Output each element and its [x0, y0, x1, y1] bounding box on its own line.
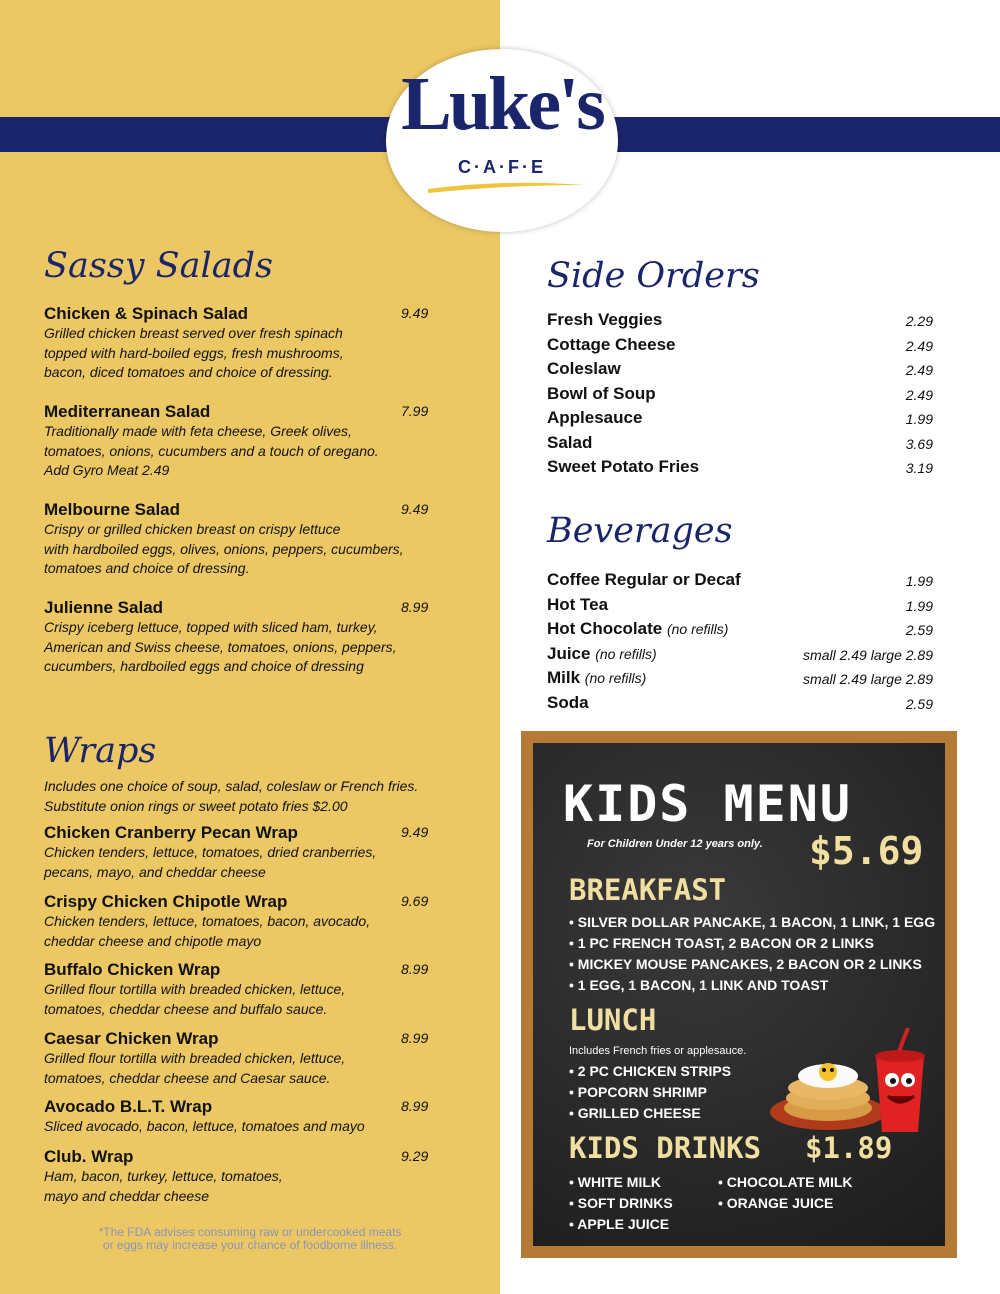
kids-lunch-note: Includes French fries or applesauce.	[569, 1045, 747, 1057]
logo-swoosh	[426, 177, 586, 197]
wrap-price: 8.99	[401, 1098, 429, 1114]
beverage-note: (no refills)	[595, 645, 657, 662]
section-title-wraps: Wraps	[44, 731, 157, 771]
side-order-row	[547, 408, 933, 432]
wrap-description: mayo and cheddar cheese	[44, 1187, 209, 1204]
salad-item	[44, 500, 434, 579]
salad-price: 8.99	[401, 599, 429, 615]
side-order-price: 1.99	[905, 411, 933, 427]
beverage-name-text: Coffee Regular or Decaf	[547, 570, 741, 589]
beverage-row	[547, 619, 933, 643]
kids-drink-item: • APPLE JUICE	[569, 1216, 670, 1232]
section-title-beverages: Beverages	[547, 511, 733, 551]
beverage-name-text: Hot Tea	[547, 594, 609, 614]
wrap-price: 9.29	[401, 1148, 429, 1164]
wrap-price: 8.99	[401, 1030, 429, 1046]
wrap-item	[44, 823, 434, 882]
wrap-description: Grilled flour tortilla with breaded chicken, lettuce,	[44, 1050, 346, 1066]
wrap-name: Caesar Chicken Wrap	[44, 1029, 219, 1048]
side-order-row	[547, 335, 933, 359]
beverage-note: (no refills)	[666, 621, 729, 637]
salad-description: cucumbers, hardboiled eggs and choice of dressing	[44, 658, 364, 674]
side-order-row	[547, 457, 933, 481]
salad-description: tomatoes, onions, cucumbers and a touch of oregano.	[44, 442, 379, 459]
side-order-name: Salad	[547, 432, 593, 452]
beverage-name	[547, 668, 646, 688]
salad-description: Grilled chicken breast served over fresh spinach	[44, 325, 343, 341]
beverage-name	[547, 570, 741, 590]
salad-description: tomatoes and choice of dressing.	[44, 560, 250, 576]
salad-name: Chicken & Spinach Salad	[44, 304, 249, 323]
wrap-item	[44, 1029, 434, 1088]
beverage-price: 2.59	[905, 622, 933, 638]
kids-menu-subtitle: For Children Under 12 years only.	[587, 838, 763, 850]
kids-breakfast-item: • MICKEY MOUSE PANCAKES, 2 BACON OR 2 LINKS	[569, 956, 922, 972]
kids-drink-item: • ORANGE JUICE	[718, 1195, 834, 1211]
beverage-row	[547, 644, 933, 668]
pancake-and-drink-illustration	[758, 1028, 938, 1138]
side-order-name: Cottage Cheese	[547, 334, 676, 354]
side-order-name: Fresh Veggies	[547, 310, 663, 329]
kids-breakfast-item: • 1 EGG, 1 BACON, 1 LINK AND TOAST	[569, 977, 829, 993]
salad-item	[44, 598, 434, 677]
beverage-name-text: Milk	[547, 668, 581, 687]
wrap-description: Chicken tenders, lettuce, tomatoes, bacon, avocado,	[44, 913, 371, 929]
logo-wordmark: Luke's	[401, 62, 603, 146]
salad-description: with hardboiled eggs, olives, onions, peppers, cucumbers,	[44, 540, 404, 557]
wrap-description: Sliced avocado, bacon, lettuce, tomatoes and mayo	[44, 1118, 365, 1134]
section-title-side-orders: Side Orders	[547, 256, 760, 296]
salad-description: topped with hard-boiled eggs, fresh mushrooms,	[44, 344, 344, 361]
wrap-description: Grilled flour tortilla with breaded chicken, lettuce,	[44, 981, 346, 997]
kids-drink-item: • WHITE MILK	[569, 1174, 661, 1190]
lukes-cafe-logo	[386, 49, 618, 232]
section-title-salads: Sassy Salads	[44, 246, 273, 286]
beverage-name	[547, 619, 728, 639]
wrap-price: 9.49	[401, 824, 429, 840]
fda-line: or eggs may increase your chance of foodborne illness.	[102, 1238, 398, 1252]
beverage-name	[547, 595, 608, 615]
wrap-item	[44, 892, 434, 951]
side-order-name: Bowl of Soup	[547, 383, 656, 403]
wrap-name: Club. Wrap	[44, 1147, 134, 1166]
side-order-price: 2.29	[905, 313, 933, 329]
beverage-name	[547, 693, 589, 713]
side-order-name: Applesauce	[547, 408, 643, 427]
wrap-description: tomatoes, cheddar cheese and Caesar sauce.	[44, 1069, 331, 1086]
salad-description: Crispy or grilled chicken breast on crispy lettuce	[44, 521, 341, 537]
salad-description: Traditionally made with feta cheese, Greek olives,	[44, 423, 352, 439]
wrap-description: pecans, mayo, and cheddar cheese	[44, 863, 266, 880]
wrap-item	[44, 1097, 434, 1137]
beverage-row	[547, 570, 933, 594]
salad-item	[44, 304, 434, 383]
wrap-name: Avocado B.L.T. Wrap	[44, 1097, 213, 1116]
beverage-name-text: Hot Chocolate	[547, 619, 663, 638]
kids-lunch-item: • GRILLED CHEESE	[569, 1105, 701, 1121]
salad-name: Melbourne Salad	[44, 500, 181, 519]
side-order-name: Coleslaw	[547, 359, 621, 378]
beverage-price: 1.99	[905, 597, 933, 614]
wrap-description: Chicken tenders, lettuce, tomatoes, dried cranberries,	[44, 844, 377, 860]
kids-menu-title: KIDS MENU	[563, 775, 852, 833]
kids-drinks-price: $1.89	[805, 1131, 893, 1165]
side-order-price: 2.49	[905, 337, 933, 354]
kids-lunch-item: • 2 PC CHICKEN STRIPS	[569, 1063, 732, 1079]
beverage-row	[547, 668, 933, 692]
kids-lunch-title: LUNCH	[569, 1003, 657, 1037]
salad-price: 9.49	[401, 501, 429, 517]
chalkboard	[533, 743, 945, 1246]
salad-name: Mediterranean Salad	[44, 402, 211, 421]
beverage-row	[547, 693, 933, 717]
kids-lunch-item: • POPCORN SHRIMP	[569, 1084, 707, 1100]
side-order-price: 2.49	[905, 386, 933, 403]
side-order-price: 3.69	[905, 435, 933, 452]
side-order-price: 2.49	[905, 362, 933, 378]
wrap-item	[44, 960, 434, 1019]
wrap-description: cheddar cheese and chipotle mayo	[44, 932, 262, 949]
kids-breakfast-item: • 1 PC FRENCH TOAST, 2 BACON OR 2 LINKS	[569, 935, 874, 951]
wraps-intro	[44, 777, 464, 816]
side-order-row	[547, 310, 933, 334]
kids-breakfast-item: • SILVER DOLLAR PANCAKE, 1 BACON, 1 LINK, 1 EGG	[569, 914, 936, 930]
beverage-name	[547, 644, 657, 664]
fda-line: *The FDA advises consuming raw or undercooked meats	[98, 1225, 402, 1239]
beverage-price: small 2.49 large 2.89	[803, 671, 933, 687]
salad-name: Julienne Salad	[44, 598, 164, 617]
beverage-price: 2.59	[905, 695, 933, 712]
wrap-name: Buffalo Chicken Wrap	[44, 960, 221, 979]
logo-cafe: C·A·F·E	[458, 157, 546, 177]
beverage-name-text: Soda	[547, 692, 589, 712]
salad-description: bacon, diced tomatoes and choice of dressing.	[44, 364, 333, 380]
salad-description: Add Gyro Meat 2.49	[44, 462, 170, 478]
beverage-note: (no refills)	[584, 670, 647, 686]
kids-breakfast-title: BREAKFAST	[569, 873, 727, 907]
side-order-price: 3.19	[905, 460, 933, 476]
wrap-price: 8.99	[401, 961, 429, 977]
wrap-name: Crispy Chicken Chipotle Wrap	[44, 892, 288, 911]
kids-menu-board	[521, 731, 957, 1258]
wrap-item	[44, 1147, 434, 1206]
wraps-intro-line: Substitute onion rings or sweet potato fries $2.00	[44, 797, 348, 814]
kids-drink-item: • SOFT DRINKS	[569, 1195, 673, 1211]
wrap-price: 9.69	[401, 893, 429, 909]
salad-item	[44, 402, 434, 481]
wrap-description: Ham, bacon, turkey, lettuce, tomatoes,	[44, 1168, 283, 1184]
side-order-row	[547, 384, 933, 408]
salad-description: American and Swiss cheese, tomatoes, onions, peppers,	[44, 638, 397, 655]
salad-description: Crispy iceberg lettuce, topped with sliced ham, turkey,	[44, 619, 378, 635]
beverage-price: small 2.49 large 2.89	[803, 646, 933, 663]
salad-price: 7.99	[401, 403, 429, 419]
fda-disclaimer	[60, 1226, 440, 1252]
kids-drink-item: • CHOCOLATE MILK	[718, 1174, 853, 1190]
wraps-intro-line: Includes one choice of soup, salad, coleslaw or French fries.	[44, 778, 419, 794]
wrap-name: Chicken Cranberry Pecan Wrap	[44, 823, 298, 842]
side-order-row	[547, 359, 933, 383]
side-order-name: Sweet Potato Fries	[547, 457, 700, 476]
kids-drinks-title: KIDS DRINKS	[569, 1131, 762, 1165]
kids-menu-price: $5.69	[809, 829, 924, 873]
wrap-description: tomatoes, cheddar cheese and buffalo sauce.	[44, 1000, 328, 1017]
side-order-row	[547, 433, 933, 457]
salad-price: 9.49	[401, 305, 429, 321]
beverage-name-text: Juice	[547, 643, 591, 663]
beverage-row	[547, 595, 933, 619]
beverage-price: 1.99	[905, 573, 933, 589]
